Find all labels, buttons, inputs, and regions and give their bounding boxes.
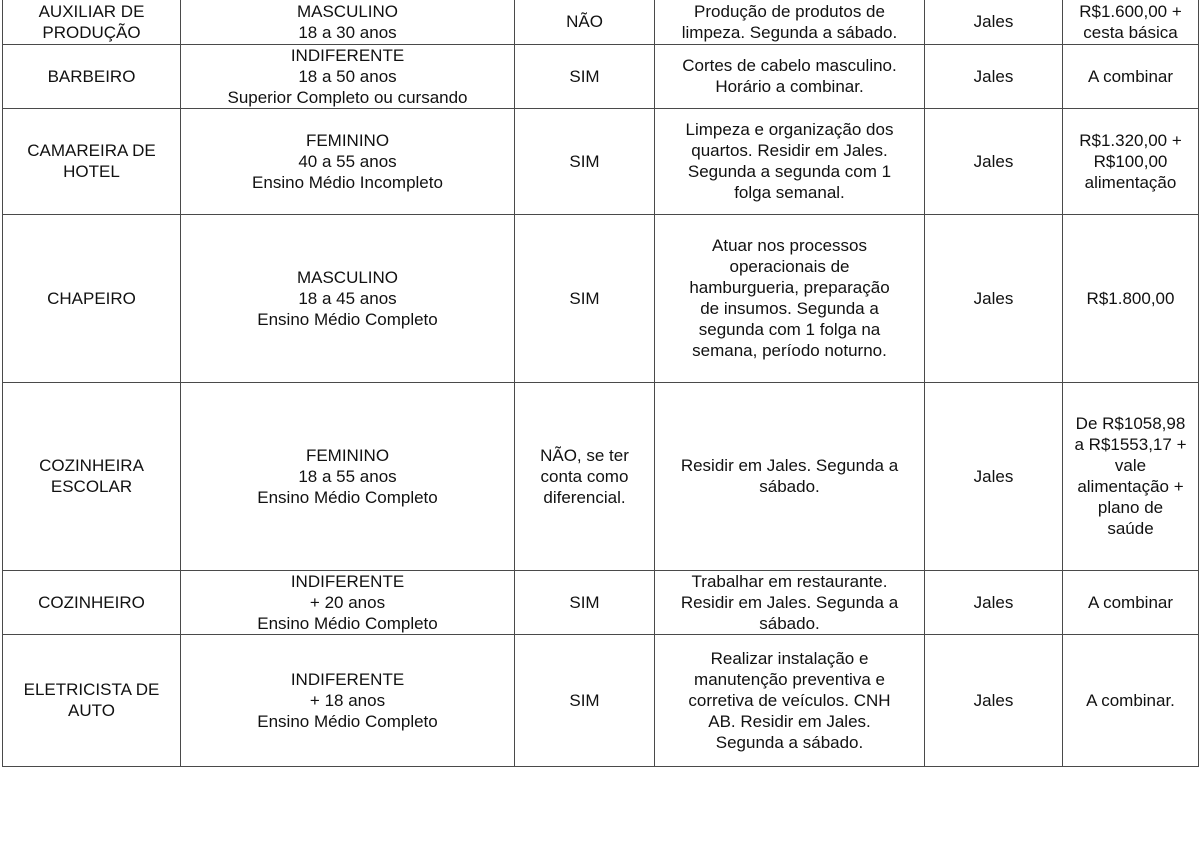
cell-description-line: Produção de produtos de [694, 1, 885, 21]
cell-description [655, 570, 925, 634]
cell-city: Jales [925, 570, 1063, 634]
cell-description [655, 44, 925, 108]
cell-salary-line: A combinar. [1086, 690, 1175, 710]
cell-city: Jales [925, 382, 1063, 570]
cell-job-title [3, 634, 181, 766]
cell-profile-line: Superior Completo ou cursando [227, 87, 468, 107]
cell-description [655, 634, 925, 766]
cell-description-line: manutenção preventiva e [694, 669, 885, 689]
cell-job-title-line: BARBEIRO [47, 66, 136, 86]
cell-salary-line: alimentação + [1077, 477, 1184, 496]
cell-description [655, 214, 925, 382]
cell-description-line: hamburgueria, preparação [689, 278, 890, 297]
cell-profile-line: FEMININO [305, 445, 390, 465]
table-row [3, 44, 1199, 108]
cell-salary-line: saúde [1107, 519, 1154, 538]
cell-description-line: folga semanal. [734, 183, 845, 202]
cell-job-title [3, 214, 181, 382]
cell-salary [1063, 634, 1199, 766]
cell-description-line: Residir em Jales. Segunda a [680, 592, 899, 612]
cell-job-title [3, 44, 181, 108]
cell-salary-line: a R$1553,17 + [1074, 435, 1187, 454]
cell-experience-line: SIM [569, 592, 600, 612]
cell-salary-line: R$1.600,00 + [1079, 1, 1182, 21]
cell-job-title-line: CHAPEIRO [47, 288, 136, 308]
cell-job-title-line: AUXILIAR DE [38, 1, 145, 21]
cell-job-title [3, 108, 181, 214]
cell-description-line: operacionais de [729, 257, 850, 276]
cell-profile [181, 634, 515, 766]
table-row [3, 214, 1199, 382]
cell-description-line: Residir em Jales. Segunda a [680, 456, 899, 475]
cell-salary-line: A combinar [1087, 592, 1174, 612]
cell-experience [515, 44, 655, 108]
cell-profile [181, 44, 515, 108]
cell-salary [1063, 382, 1199, 570]
cell-profile-line: MASCULINO [296, 267, 399, 287]
cell-job-title-line: ESCOLAR [50, 477, 133, 496]
cell-description-line: Segunda a sábado. [715, 732, 864, 752]
cell-experience [515, 214, 655, 382]
table-row [3, 634, 1199, 766]
cell-job-title [3, 382, 181, 570]
cell-experience [515, 570, 655, 634]
cell-profile-line: FEMININO [305, 130, 390, 150]
cell-city: Jales [925, 214, 1063, 382]
cell-profile-line: 18 a 55 anos [298, 466, 397, 486]
cell-description-line: sábado. [759, 613, 820, 633]
cell-city: Jales [925, 634, 1063, 766]
cell-salary-line: cesta básica [1083, 22, 1178, 42]
job-listings-table [2, 0, 1199, 767]
cell-experience [515, 0, 655, 44]
cell-description-line: Atuar nos processos [712, 236, 867, 255]
cell-experience-line: SIM [569, 66, 600, 86]
cell-job-title-line: ELETRICISTA DE [23, 680, 160, 699]
cell-salary-line: R$100,00 [1093, 151, 1168, 171]
cell-description-line: semana, período noturno. [692, 341, 887, 360]
cell-profile-line: + 18 anos [309, 690, 386, 710]
cell-description [655, 382, 925, 570]
cell-experience-line: SIM [569, 690, 600, 710]
cell-salary-line: alimentação [1084, 172, 1177, 192]
cell-description-line: Segunda a segunda com 1 [687, 162, 892, 181]
cell-salary [1063, 44, 1199, 108]
cell-profile-line: 18 a 45 anos [298, 288, 397, 308]
cell-salary [1063, 570, 1199, 634]
cell-salary-line: R$1.320,00 + [1079, 130, 1182, 150]
cell-profile-line: INDIFERENTE [290, 45, 405, 65]
cell-salary [1063, 0, 1199, 44]
cell-profile-line: Ensino Médio Completo [257, 487, 438, 507]
cell-experience [515, 108, 655, 214]
cell-experience-line: NÃO [566, 12, 603, 32]
cell-description-line: Trabalhar em restaurante. [691, 571, 888, 591]
cell-job-title-line: AUTO [68, 701, 115, 720]
cell-profile-line: 18 a 30 anos [298, 22, 397, 42]
cell-salary-line: vale [1114, 456, 1147, 475]
cell-salary-line: plano de [1097, 498, 1164, 517]
cell-description-line: Realizar instalação e [710, 648, 869, 668]
cell-profile-line: Ensino Médio Incompleto [252, 172, 443, 192]
cell-profile-line: 18 a 50 anos [298, 66, 397, 86]
cell-profile-line: INDIFERENTE [290, 571, 405, 591]
cell-experience-line: SIM [569, 288, 600, 308]
cell-profile-line: Ensino Médio Completo [257, 613, 438, 633]
cell-city: Jales [925, 108, 1063, 214]
table-row [3, 382, 1199, 570]
table-row [3, 108, 1199, 214]
cell-profile-line: Ensino Médio Completo [257, 711, 438, 731]
cell-profile [181, 0, 515, 44]
cell-profile [181, 382, 515, 570]
cell-description [655, 108, 925, 214]
cell-description-line: Horário a combinar. [715, 77, 864, 96]
cell-description-line: quartos. Residir em Jales. [691, 141, 888, 160]
cell-experience-line: conta como [540, 466, 629, 486]
cell-job-title [3, 0, 181, 44]
cell-description-line: AB. Residir em Jales. [708, 711, 871, 731]
cell-city: Jales [925, 44, 1063, 108]
cell-experience [515, 382, 655, 570]
cell-profile-line: Ensino Médio Completo [257, 309, 438, 329]
cell-description-line: limpeza. Segunda a sábado. [681, 22, 898, 42]
cell-job-title-line: PRODUÇÃO [42, 22, 141, 42]
cell-description-line: Cortes de cabelo masculino. [682, 56, 897, 75]
cell-experience [515, 634, 655, 766]
cell-job-title-line: HOTEL [63, 162, 120, 181]
cell-description-line: Limpeza e organização dos [685, 120, 894, 139]
table-row [3, 570, 1199, 634]
cell-salary [1063, 214, 1199, 382]
cell-job-title [3, 570, 181, 634]
cell-salary-line: A combinar [1087, 66, 1174, 86]
cell-profile-line: INDIFERENTE [290, 669, 405, 689]
cell-salary-line: R$1.800,00 [1086, 288, 1175, 308]
table-row [3, 0, 1199, 44]
cell-description-line: corretiva de veículos. CNH [688, 690, 891, 710]
cell-description [655, 0, 925, 44]
cell-city: Jales [925, 0, 1063, 44]
cell-profile [181, 214, 515, 382]
cell-description-line: de insumos. Segunda a [700, 299, 879, 318]
cell-profile [181, 570, 515, 634]
cell-salary [1063, 108, 1199, 214]
cell-salary-line: De R$1058,98 [1075, 414, 1186, 433]
cell-profile [181, 108, 515, 214]
cell-profile-line: MASCULINO [296, 1, 399, 21]
cell-experience-line: diferencial. [543, 487, 626, 507]
cell-job-title-line: CAMAREIRA DE [27, 141, 156, 160]
cell-job-title-line: COZINHEIRA [39, 456, 144, 475]
cell-profile-line: 40 a 55 anos [298, 151, 397, 171]
cell-description-line: segunda com 1 folga na [698, 320, 881, 339]
cell-job-title-line: COZINHEIRO [38, 592, 145, 612]
cell-profile-line: + 20 anos [309, 592, 386, 612]
cell-experience-line: NÃO, se ter [540, 445, 629, 465]
job-listings-body [3, 0, 1199, 766]
cell-description-line: sábado. [759, 477, 820, 496]
cell-experience-line: SIM [569, 151, 600, 171]
